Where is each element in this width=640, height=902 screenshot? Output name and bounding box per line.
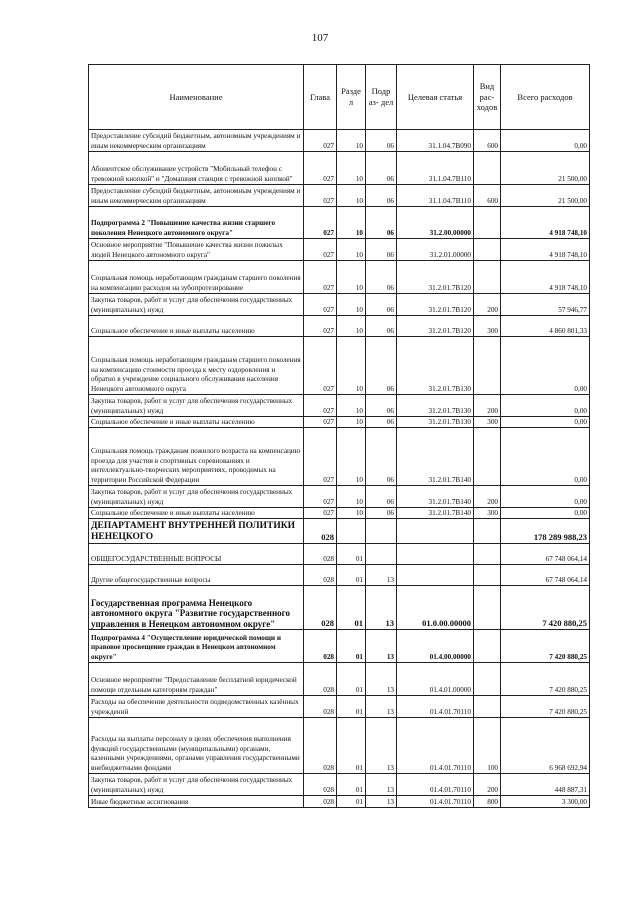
cell-kind [474, 544, 501, 565]
cell-razdel: 01 [337, 586, 366, 630]
table-row [89, 486, 590, 508]
table-row [89, 718, 590, 774]
cell-article: 31.1.04.7В110 [397, 152, 474, 185]
cell-podrazdel: 13 [366, 696, 397, 718]
table-row [89, 544, 590, 565]
cell-total: 0,00 [501, 130, 590, 152]
cell-glava: 027 [304, 337, 337, 395]
cell-podrazdel [366, 519, 397, 544]
table-header-row [89, 65, 590, 130]
cell-total: 4 918 748,10 [501, 207, 590, 239]
cell-podrazdel: 13 [366, 796, 397, 808]
cell-total: 6 968 692,94 [501, 718, 590, 774]
cell-name: Закупка товаров, работ и услуг для обеспечения государственных (муниципальных) нужд [89, 486, 304, 508]
cell-glava: 028 [304, 565, 337, 586]
cell-kind: 300 [474, 417, 501, 428]
table-row [89, 261, 590, 294]
cell-glava: 027 [304, 239, 337, 261]
cell-glava: 027 [304, 316, 337, 337]
table-row [89, 417, 590, 428]
cell-name: Закупка товаров, работ и услуг для обеспечения государственных (муниципальных) нужд [89, 395, 304, 417]
cell-podrazdel: 13 [366, 586, 397, 630]
cell-razdel: 10 [337, 261, 366, 294]
cell-podrazdel: 13 [366, 565, 397, 586]
cell-glava: 028 [304, 519, 337, 544]
cell-glava: 027 [304, 417, 337, 428]
cell-podrazdel: 06 [366, 261, 397, 294]
cell-kind: 100 [474, 718, 501, 774]
cell-total: 0,00 [501, 486, 590, 508]
cell-podrazdel: 06 [366, 395, 397, 417]
cell-razdel: 10 [337, 239, 366, 261]
cell-article: 01.4.01.70110 [397, 796, 474, 808]
cell-glava: 027 [304, 486, 337, 508]
cell-total: 0,00 [501, 417, 590, 428]
cell-kind [474, 663, 501, 696]
cell-glava: 027 [304, 395, 337, 417]
cell-article: 31.2.01.7В130 [397, 395, 474, 417]
cell-glava: 027 [304, 428, 337, 486]
table-row [89, 130, 590, 152]
cell-glava: 028 [304, 586, 337, 630]
cell-kind [474, 428, 501, 486]
cell-kind [474, 261, 501, 294]
header-glava: Глава [304, 65, 337, 130]
cell-article: 31.2.01.7В130 [397, 417, 474, 428]
cell-podrazdel [366, 544, 397, 565]
cell-razdel: 01 [337, 718, 366, 774]
table-row [89, 152, 590, 185]
cell-article: 01.4.01.00000 [397, 663, 474, 696]
cell-glava: 028 [304, 630, 337, 663]
cell-name: Социальная помощь неработающим гражданам старшего поколения на компенсацию расходов на зубопротезирование [89, 261, 304, 294]
cell-glava: 027 [304, 185, 337, 207]
cell-name: ДЕПАРТАМЕНТ ВНУТРЕННЕЙ ПОЛИТИКИ НЕНЕЦКОГО [89, 519, 304, 544]
cell-article: 31.1.04.7В110 [397, 185, 474, 207]
cell-article: 31.2.01.7В120 [397, 294, 474, 316]
cell-kind: 300 [474, 316, 501, 337]
cell-podrazdel: 06 [366, 316, 397, 337]
header-name: Наименование [89, 65, 304, 130]
cell-kind: 200 [474, 486, 501, 508]
cell-glava: 027 [304, 207, 337, 239]
cell-glava: 028 [304, 718, 337, 774]
cell-name: Предоставление субсидий бюджетным, автономным учреждениям и иным некоммерческим организациям [89, 130, 304, 152]
cell-podrazdel: 06 [366, 130, 397, 152]
cell-podrazdel: 06 [366, 185, 397, 207]
cell-glava: 028 [304, 663, 337, 696]
cell-kind [474, 565, 501, 586]
cell-name: Предоставление субсидий бюджетным, автономным учреждениям и иным некоммерческим организациям [89, 185, 304, 207]
cell-article: 31.1.04.7В090 [397, 130, 474, 152]
table-row [89, 294, 590, 316]
cell-razdel: 10 [337, 337, 366, 395]
cell-podrazdel: 06 [366, 508, 397, 519]
cell-razdel: 10 [337, 185, 366, 207]
header-razdel: Разде л [337, 65, 366, 130]
cell-name: Основное мероприятие "Повышение качества жизни пожилых людей Ненецкого автономного округа" [89, 239, 304, 261]
cell-total: 0,00 [501, 428, 590, 486]
cell-article [397, 519, 474, 544]
table-row [89, 565, 590, 586]
cell-article: 31.2.01.7В140 [397, 428, 474, 486]
cell-name: Социальное обеспечение и иные выплаты населению [89, 417, 304, 428]
cell-kind [474, 696, 501, 718]
table-row [89, 519, 590, 544]
cell-razdel: 10 [337, 428, 366, 486]
cell-name: Подпрограмма 2 "Повышение качества жизни старшего поколения Ненецкого автономного округа" [89, 207, 304, 239]
cell-razdel: 01 [337, 544, 366, 565]
cell-glava: 028 [304, 544, 337, 565]
cell-article: 01.0.00.00000 [397, 586, 474, 630]
cell-total: 4 860 801,33 [501, 316, 590, 337]
cell-total: 0,00 [501, 508, 590, 519]
page-number: 107 [311, 32, 329, 44]
cell-razdel: 01 [337, 774, 366, 796]
cell-razdel [337, 519, 366, 544]
cell-podrazdel: 13 [366, 630, 397, 663]
cell-kind: 200 [474, 774, 501, 796]
header-article: Целевая статья [397, 65, 474, 130]
cell-article: 31.2.01.7В130 [397, 337, 474, 395]
cell-total: 178 289 988,23 [501, 519, 590, 544]
cell-razdel: 10 [337, 207, 366, 239]
cell-name: Расходы на обеспечение деятельности подведомственных казённых учреждений [89, 696, 304, 718]
cell-article: 01.4.01.70110 [397, 718, 474, 774]
table-row [89, 663, 590, 696]
cell-glava: 027 [304, 152, 337, 185]
cell-razdel: 01 [337, 696, 366, 718]
cell-podrazdel: 06 [366, 428, 397, 486]
cell-article: 31.2.00.00000 [397, 207, 474, 239]
cell-podrazdel: 06 [366, 417, 397, 428]
cell-total: 448 887,31 [501, 774, 590, 796]
cell-glava: 028 [304, 774, 337, 796]
cell-podrazdel: 06 [366, 486, 397, 508]
cell-total: 7 420 880,25 [501, 663, 590, 696]
table-row [89, 185, 590, 207]
cell-article: 31.2.01.00000 [397, 239, 474, 261]
cell-name: Социальная помощь неработающим гражданам старшего поколения на компенсацию стоимости проезда к месту оздоровления и обратно в учреждение социального обслуживания населения Ненецкого автономного округа [89, 337, 304, 395]
cell-name: Расходы на выплаты персоналу в целях обеспечения выполнения функций государственными (муниципальными) органами, казенными учреждениями, органами управления государственными внебюджетными фондами [89, 718, 304, 774]
cell-razdel: 01 [337, 630, 366, 663]
cell-name: Закупка товаров, работ и услуг для обеспечения государственных (муниципальных) нужд [89, 774, 304, 796]
cell-total: 3 300,00 [501, 796, 590, 808]
cell-kind [474, 239, 501, 261]
cell-podrazdel: 13 [366, 718, 397, 774]
table-row [89, 316, 590, 337]
cell-name: Основное мероприятие "Предоставление бесплатной юридической помощи отдельным категориям граждан" [89, 663, 304, 696]
cell-razdel: 10 [337, 130, 366, 152]
cell-total: 0,00 [501, 395, 590, 417]
cell-glava: 027 [304, 508, 337, 519]
cell-razdel: 10 [337, 294, 366, 316]
cell-name: Абонентское обслуживание устройств "Мобильный телефон с тревожной кнопкой" и "Домашняя станция с тревожной кнопкой" [89, 152, 304, 185]
cell-razdel: 01 [337, 663, 366, 696]
cell-article: 01.4.00.00000 [397, 630, 474, 663]
cell-razdel: 10 [337, 395, 366, 417]
cell-name: Другие общегосударственные вопросы [89, 565, 304, 586]
cell-name: Государственная программа Ненецкого автономного округа "Развитие государственного управления в Ненецком автономном округе" [89, 586, 304, 630]
cell-razdel: 10 [337, 486, 366, 508]
cell-podrazdel: 13 [366, 663, 397, 696]
cell-kind: 200 [474, 294, 501, 316]
cell-total: 7 420 880,25 [501, 696, 590, 718]
cell-podrazdel: 06 [366, 152, 397, 185]
header-kind: Вид рас- ходов [474, 65, 501, 130]
cell-razdel: 01 [337, 565, 366, 586]
cell-kind: 300 [474, 508, 501, 519]
table-row [89, 428, 590, 486]
table-body [89, 130, 590, 808]
cell-total: 67 748 064,14 [501, 565, 590, 586]
cell-total: 21 500,00 [501, 185, 590, 207]
cell-kind [474, 337, 501, 395]
cell-article: 31.2.01.7В120 [397, 316, 474, 337]
cell-kind: 200 [474, 395, 501, 417]
cell-article [397, 565, 474, 586]
header-total: Всего расходов [501, 65, 590, 130]
cell-podrazdel: 06 [366, 294, 397, 316]
cell-total: 4 918 748,10 [501, 239, 590, 261]
cell-total: 21 500,00 [501, 152, 590, 185]
cell-podrazdel: 06 [366, 239, 397, 261]
cell-glava: 027 [304, 294, 337, 316]
table-row [89, 796, 590, 808]
cell-name: Социальное обеспечение и иные выплаты населению [89, 508, 304, 519]
cell-podrazdel: 06 [366, 207, 397, 239]
cell-name: ОБЩЕГОСУДАРСТВЕННЫЕ ВОПРОСЫ [89, 544, 304, 565]
cell-total: 67 748 064,14 [501, 544, 590, 565]
table-row [89, 774, 590, 796]
table-row [89, 239, 590, 261]
cell-article: 01.4.01.70110 [397, 696, 474, 718]
cell-glava: 027 [304, 130, 337, 152]
table-row [89, 337, 590, 395]
cell-glava: 028 [304, 696, 337, 718]
cell-razdel: 10 [337, 417, 366, 428]
cell-podrazdel: 13 [366, 774, 397, 796]
table-row [89, 586, 590, 630]
cell-article [397, 544, 474, 565]
cell-kind: 600 [474, 130, 501, 152]
cell-total: 4 918 748,10 [501, 261, 590, 294]
cell-razdel: 10 [337, 316, 366, 337]
cell-article: 31.2.01.7В140 [397, 508, 474, 519]
cell-razdel: 10 [337, 152, 366, 185]
table-row [89, 207, 590, 239]
cell-name: Иные бюджетные ассигнования [89, 796, 304, 808]
cell-glava: 027 [304, 261, 337, 294]
cell-razdel: 01 [337, 796, 366, 808]
table-row [89, 508, 590, 519]
cell-kind [474, 630, 501, 663]
cell-article: 31.2.01.7В120 [397, 261, 474, 294]
cell-razdel: 10 [337, 508, 366, 519]
cell-podrazdel: 06 [366, 337, 397, 395]
cell-name: Закупка товаров, работ и услуг для обеспечения государственных (муниципальных) нужд [89, 294, 304, 316]
cell-total: 57 946,77 [501, 294, 590, 316]
table-row [89, 630, 590, 663]
table-row [89, 395, 590, 417]
cell-name: Социальное обеспечение и иные выплаты населению [89, 316, 304, 337]
cell-article: 01.4.01.70110 [397, 774, 474, 796]
cell-article: 31.2.01.7В140 [397, 486, 474, 508]
cell-total: 0,00 [501, 337, 590, 395]
cell-kind [474, 152, 501, 185]
cell-name: Социальная помощь гражданам пожилого возраста на компенсацию проезда для участия в спортивных соревнованиях и интеллектуально-творческих мероприятиях, проводимых на территории Российской Федерации [89, 428, 304, 486]
cell-kind: 800 [474, 796, 501, 808]
cell-kind [474, 586, 501, 630]
cell-kind [474, 519, 501, 544]
header-podrazdel: Подр аз- дел [366, 65, 397, 130]
cell-total: 7 420 880,25 [501, 586, 590, 630]
cell-total: 7 420 880,25 [501, 630, 590, 663]
cell-kind [474, 207, 501, 239]
cell-glava: 028 [304, 796, 337, 808]
cell-kind: 600 [474, 185, 501, 207]
budget-table [88, 64, 590, 808]
cell-name: Подпрограмма 4 "Осуществление юридической помощи и правовое просвещение граждан в Ненецком автономном округе" [89, 630, 304, 663]
table-row [89, 696, 590, 718]
